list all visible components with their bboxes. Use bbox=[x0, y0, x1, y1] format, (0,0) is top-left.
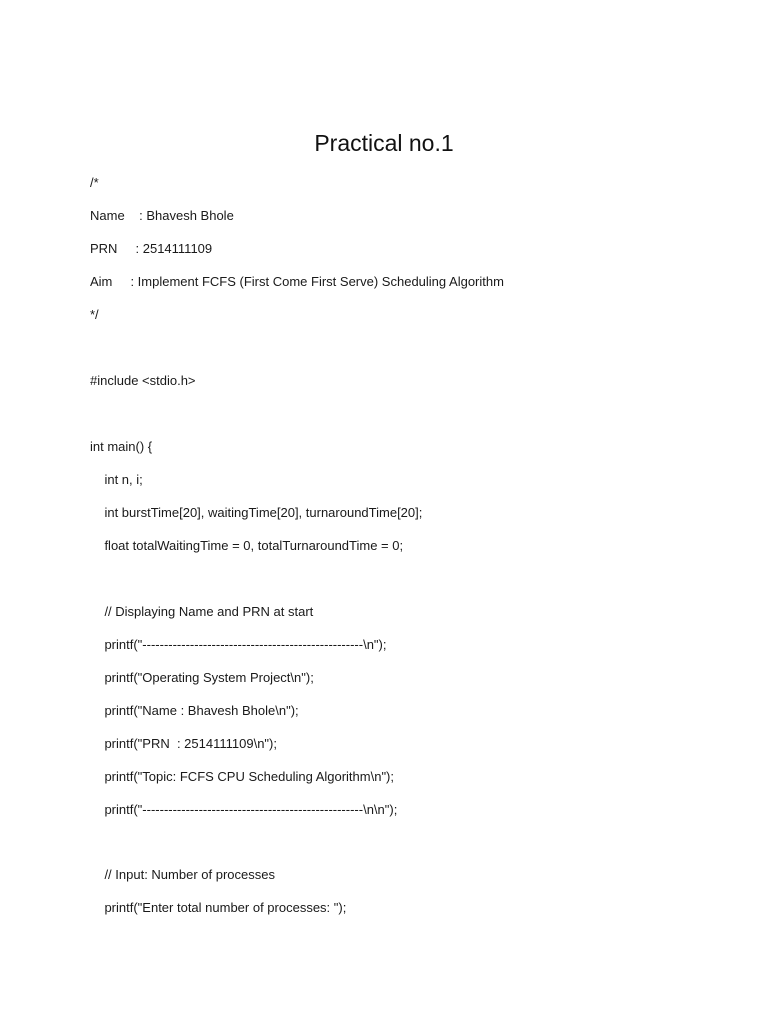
code-comment-line: // Input: Number of processes bbox=[90, 867, 275, 882]
code-line: printf("---------------------------------------------------\n\n"); bbox=[90, 802, 398, 817]
name-line: Name : Bhavesh Bhole bbox=[90, 208, 234, 223]
page-title: Practical no.1 bbox=[314, 130, 454, 156]
code-line: printf("---------------------------------------------------\n"); bbox=[90, 637, 387, 652]
prn-line: PRN : 2514111109 bbox=[90, 241, 213, 256]
code-line: printf("Topic: FCFS CPU Scheduling Algorithm\n"); bbox=[90, 769, 395, 784]
code-line: printf("Enter total number of processes: "); bbox=[90, 900, 347, 915]
aim-line: Aim : Implement FCFS (First Come First Serve) Scheduling Algorithm bbox=[90, 274, 504, 289]
include-line: #include <stdio.h> bbox=[90, 373, 196, 388]
main-signature-line: int main() { bbox=[90, 439, 153, 454]
code-line: int burstTime[20], waitingTime[20], turnaroundTime[20]; bbox=[90, 505, 423, 520]
code-comment-line: // Displaying Name and PRN at start bbox=[90, 604, 314, 619]
code-line: printf("Name : Bhavesh Bhole\n"); bbox=[90, 703, 299, 718]
comment-open: /* bbox=[90, 175, 99, 190]
code-line: float totalWaitingTime = 0, totalTurnaroundTime = 0; bbox=[90, 538, 404, 553]
code-line: int n, i; bbox=[90, 472, 143, 487]
code-line: printf("Operating System Project\n"); bbox=[90, 670, 314, 685]
code-line: printf("PRN : 2514111109\n"); bbox=[90, 736, 277, 751]
comment-close: */ bbox=[90, 307, 99, 322]
